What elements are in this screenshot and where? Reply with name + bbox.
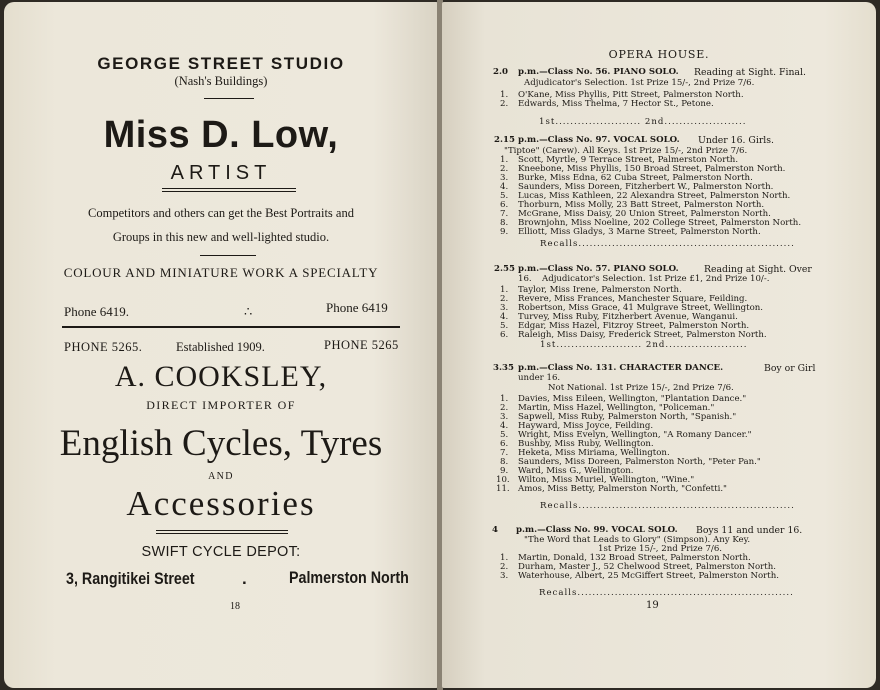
products-line-1: English Cycles, Tyres — [59, 423, 383, 464]
class-time: 2.0 — [493, 67, 508, 77]
recalls-line: Recalls.......................................................... — [540, 239, 795, 249]
divider — [200, 255, 256, 256]
entry-num: 1. — [500, 394, 509, 404]
studio-text-2: Groups in this new and well-lighted studio. — [112, 230, 330, 244]
class-title: p.m.—Class No. 99. VOCAL SOLO. — [516, 525, 678, 535]
entry-text: Edwards, Miss Thelma, 7 Hector St., Petone. — [518, 99, 714, 109]
entry-num: 7. — [500, 209, 509, 219]
phone-left: Phone 6419. — [64, 304, 129, 319]
entry-num: 3. — [500, 571, 509, 581]
entry-num: 2. — [500, 403, 509, 413]
products-and: AND — [208, 471, 234, 482]
entry-num: 1. — [500, 155, 509, 165]
address-dot: . — [242, 569, 247, 588]
entry-text: McGrane, Miss Daisy, 20 Union Street, Palmerston North. — [518, 209, 771, 219]
class-time: 3.35 — [493, 363, 514, 373]
class-title: p.m.—Class No. 131. CHARACTER DANCE. — [518, 363, 724, 373]
studio-name: GEORGE STREET STUDIO — [97, 54, 345, 73]
phone-right: Phone 6419 — [326, 300, 388, 315]
class-title: p.m.—Class No. 97. VOCAL SOLO. — [518, 135, 680, 145]
entry-num: 1. — [500, 90, 509, 100]
entry-num: 9. — [500, 227, 509, 237]
class-title: p.m.—Class No. 57. PIANO SOLO. — [518, 264, 679, 274]
entry-num: 1. — [500, 285, 509, 295]
entry-text: Saunders, Miss Doreen, Palmerston North, "Peter Pan." — [518, 457, 761, 467]
entry-text: Edgar, Miss Hazel, Fitzroy Street, Palmerston North. — [518, 321, 750, 331]
section-rule — [62, 326, 400, 328]
specialty-line: COLOUR AND MINIATURE WORK A SPECIALTY — [63, 265, 379, 280]
entry-text: Saunders, Miss Doreen, Fitzherbert W., Palmerston North. — [518, 182, 774, 192]
entry-text: Martin, Donald, 132 Broad Street, Palmerston North. — [518, 553, 751, 563]
entry-num: 8. — [500, 457, 509, 467]
established-year: Established 1909. — [176, 340, 265, 354]
entry-text: Kneebone, Miss Phyllis, 150 Broad Street, Palmerston North. — [518, 164, 786, 174]
entry-text: Burke, Miss Edna, 62 Cuba Street, Palmerston North. — [518, 173, 753, 183]
entry-text: Elliott, Miss Gladys, 3 Marne Street, Palmerston North. — [518, 227, 761, 237]
entry-num: 2. — [500, 562, 509, 572]
class-title-cont: under 16. — [518, 373, 561, 383]
entry-num: 3. — [500, 412, 509, 422]
entry-text: Davies, Miss Eileen, Wellington, "Plantation Dance." — [518, 394, 747, 404]
class-title: p.m.—Class No. 56. PIANO SOLO. — [518, 67, 679, 77]
entry-text: Wilton, Miss Muriel, Wellington, "Wine." — [518, 475, 695, 485]
page-number-19: 19 — [646, 600, 659, 611]
right-page — [442, 2, 876, 688]
entry-text: Lucas, Miss Kathleen, 22 Alexandra Street, Palmerston North. — [518, 191, 791, 201]
entry-text: Taylor, Miss Irene, Palmerston North. — [518, 285, 682, 295]
entry-num: 3. — [500, 303, 509, 313]
entry-text: Raleigh, Miss Daisy, Frederick Street, Palmerston North. — [518, 330, 767, 340]
entry-num: 5. — [500, 430, 509, 440]
entry-text: Thorburn, Miss Molly, 23 Batt Street, Palmerston North. — [518, 200, 765, 210]
entry-text: Brownjohn, Miss Noeline, 202 College Street, Palmerston North. — [518, 218, 802, 228]
entry-text: Waterhouse, Albert, 25 McGiffert Street, Palmerston North. — [518, 571, 779, 581]
entry-num: 4. — [500, 182, 509, 192]
entry-text: Revere, Miss Frances, Manchester Square, Feilding. — [518, 294, 748, 304]
entry-text: Scott, Myrtle, 9 Terrace Street, Palmerston North. — [518, 155, 739, 165]
class-detail: Adjudicator's Selection. 1st Prize £1, 2nd Prize 10/-. — [542, 274, 770, 284]
entry-text: Wright, Miss Evelyn, Wellington, "A Romany Dancer." — [518, 430, 752, 440]
artist-underline — [162, 188, 296, 192]
entry-num: 9. — [500, 466, 509, 476]
class-title-rest: Boy or Girl — [764, 363, 816, 374]
entry-text: Hayward, Miss Joyce, Feilding. — [518, 421, 654, 431]
products-line-2: Accessories — [126, 484, 316, 523]
class-title-rest: Reading at Sight. Over — [704, 264, 812, 275]
entry-text: Sapwell, Miss Ruby, Palmerston North, "Spanish." — [518, 412, 737, 422]
phone2-left: PHONE 5265. — [64, 340, 143, 354]
phone-separator: ∴ — [244, 304, 253, 319]
class-detail: Not National. 1st Prize 15/-, 2nd Prize 7/6. — [548, 383, 734, 393]
entry-num: 6. — [500, 200, 509, 210]
class-time: 2.15 — [494, 135, 515, 145]
entry-num: 4. — [500, 312, 509, 322]
page-number-18: 18 — [230, 601, 240, 612]
entry-text: Bushby, Miss Ruby, Wellington. — [518, 439, 654, 449]
recalls-line: Recalls.......................................................... — [539, 588, 794, 598]
dealer-title: DIRECT IMPORTER OF — [146, 398, 296, 412]
entry-num: 4. — [500, 421, 509, 431]
address-street: 3, Rangitikei Street — [66, 569, 195, 588]
class-detail: "The Word that Leads to Glory" (Simpson). Any Key. — [524, 535, 751, 545]
artist-name: Miss D. Low, — [103, 114, 339, 156]
entry-text: Amos, Miss Betty, Palmerston North, "Confetti." — [518, 484, 727, 494]
class-detail: Adjudicator's Selection. 1st Prize 15/-, 2nd Prize 7/6. — [524, 78, 755, 88]
entry-text: Ward, Miss G., Wellington. — [518, 466, 634, 476]
artist-title: ARTIST — [170, 162, 272, 184]
phone2-right: PHONE 5265 — [324, 338, 399, 352]
recalls-line: Recalls.......................................................... — [540, 501, 795, 511]
result-line: 1st....................... 2nd...................... — [540, 340, 748, 350]
entry-text: Durham, Master J., 52 Chelwood Street, Palmerston North. — [518, 562, 777, 572]
page-heading: OPERA HOUSE. — [608, 48, 710, 61]
entry-text: Heketa, Miss Miriama, Wellington. — [518, 448, 670, 458]
entry-num: 6. — [500, 330, 509, 340]
class-title-rest: Boys 11 and under 16. — [696, 525, 803, 536]
entry-text: Turvey, Miss Ruby, Fitzherbert Avenue, Wanganui. — [518, 312, 738, 322]
entry-num: 2. — [500, 164, 509, 174]
entry-num: 1. — [500, 553, 509, 563]
entry-num: 2. — [500, 294, 509, 304]
studio-text-1: Competitors and others can get the Best Portraits and — [88, 206, 354, 220]
entry-num: 8. — [500, 218, 509, 228]
entry-num: 2. — [500, 99, 509, 109]
class-time: 2.55 — [494, 264, 515, 274]
class-time: 4 — [492, 525, 498, 535]
entry-num: 5. — [500, 321, 509, 331]
class-detail-2: 1st Prize 15/-, 2nd Prize 7/6. — [598, 544, 723, 554]
entry-num: 3. — [500, 173, 509, 183]
products-underline — [156, 530, 288, 534]
entry-num: 11. — [496, 484, 510, 494]
entry-text: Robertson, Miss Grace, 41 Mulgrave Street, Wellington. — [518, 303, 764, 313]
address-city: Palmerston North — [289, 568, 409, 587]
entry-num: 7. — [500, 448, 509, 458]
entry-text: Martin, Miss Hazel, Wellington, "Policeman." — [518, 403, 715, 413]
class-title-rest: Reading at Sight. Final. — [694, 67, 806, 78]
class-title-rest: Under 16. Girls. — [698, 135, 774, 146]
entry-num: 6. — [500, 439, 509, 449]
class-detail: "Tiptoe" (Carew). All Keys. 1st Prize 15/-, 2nd Prize 7/6. — [504, 146, 748, 156]
divider — [204, 98, 254, 99]
studio-building: (Nash's Buildings) — [174, 74, 268, 88]
entry-num: 10. — [496, 475, 510, 485]
entry-text: O'Kane, Miss Phyllis, Pitt Street, Palmerston North. — [518, 90, 744, 100]
result-line: 1st....................... 2nd...................... — [539, 117, 747, 127]
dealer-name: A. COOKSLEY, — [114, 360, 328, 393]
left-page — [4, 2, 438, 688]
entry-num: 5. — [500, 191, 509, 201]
depot-name: SWIFT CYCLE DEPOT: — [141, 544, 301, 560]
class-title-cont: 16. — [518, 274, 532, 284]
